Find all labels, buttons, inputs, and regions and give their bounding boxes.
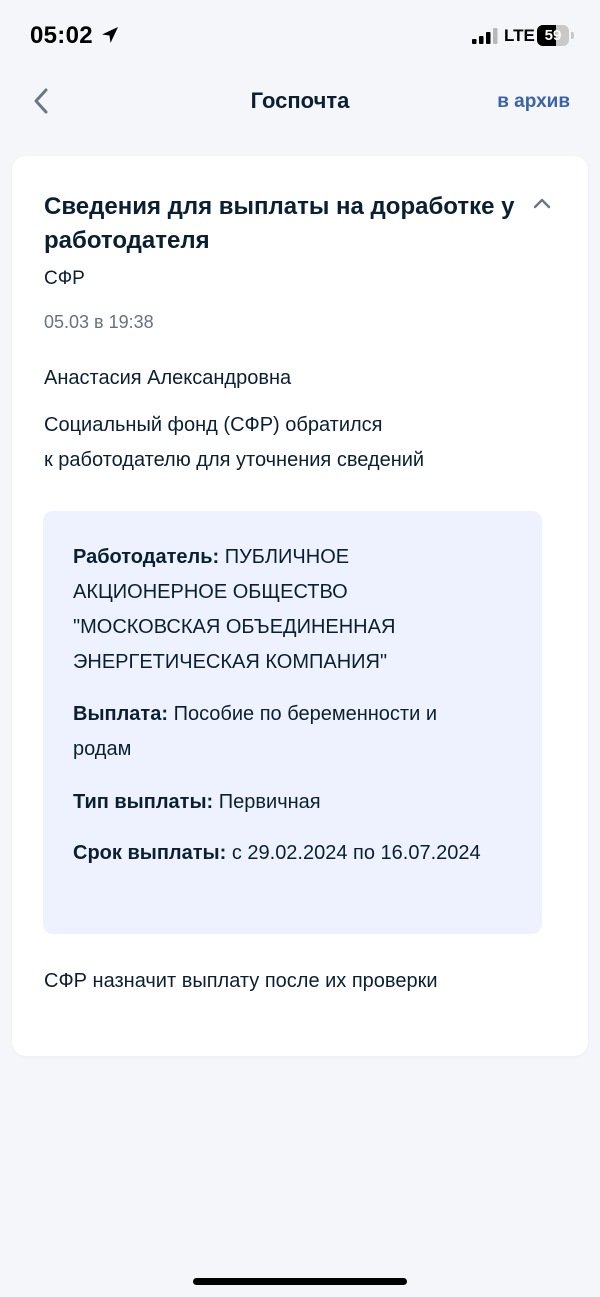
home-indicator[interactable] xyxy=(193,1278,407,1285)
letter-date: 05.03 в 19:38 xyxy=(44,312,154,332)
status-bar xyxy=(0,0,600,72)
signal-bars-icon xyxy=(472,28,498,44)
detail-employer xyxy=(73,540,493,680)
detail-type xyxy=(73,785,493,820)
back-button[interactable] xyxy=(26,82,62,122)
chevron-up-icon xyxy=(528,192,556,216)
archive-link[interactable]: в архив xyxy=(497,91,570,112)
letter-card xyxy=(12,156,588,1056)
location-arrow-icon xyxy=(100,25,120,45)
network-type: LTE xyxy=(504,26,535,45)
collapse-button[interactable] xyxy=(528,192,556,216)
nav-bar xyxy=(0,72,600,132)
letter-message xyxy=(44,408,564,478)
detail-payment xyxy=(73,697,493,767)
detail-period-label: Срок выплаты: xyxy=(73,842,227,864)
detail-payment-label: Выплата: xyxy=(73,703,169,725)
message-line-2: к работодателю для уточнения сведений xyxy=(44,449,425,471)
chevron-left-icon xyxy=(26,82,62,122)
detail-period-value: с 29.02.2024 по 16.07.2024 xyxy=(231,842,481,864)
detail-employer-label: Работодатель: xyxy=(73,546,220,568)
letter-sender: СФР xyxy=(44,268,85,289)
detail-type-value: Первичная xyxy=(218,791,321,813)
battery-icon xyxy=(537,25,575,46)
payment-details xyxy=(43,511,542,934)
status-time: 05:02 xyxy=(30,22,93,49)
detail-payment-value: Пособие по беременности и родам xyxy=(73,703,437,760)
battery-percent: 59 xyxy=(544,27,562,44)
letter-footer: СФР назначит выплату после их проверки xyxy=(44,970,438,992)
message-line-1: Социальный фонд (СФР) обратился xyxy=(44,414,383,436)
letter-greeting: Анастасия Александровна xyxy=(44,367,292,389)
detail-employer-value: ПУБЛИЧНОЕ АКЦИОНЕРНОЕ ОБЩЕСТВО "МОСКОВСКАЯ ОБЪЕДИНЕННАЯ ЭНЕРГЕТИЧЕСКАЯ КОМПАНИЯ" xyxy=(73,546,396,673)
page-title: Госпочта xyxy=(250,88,350,113)
letter-title: Сведения для выплаты на доработке у работодателя xyxy=(44,193,515,254)
detail-type-label: Тип выплаты: xyxy=(73,791,214,813)
detail-period xyxy=(73,836,493,871)
